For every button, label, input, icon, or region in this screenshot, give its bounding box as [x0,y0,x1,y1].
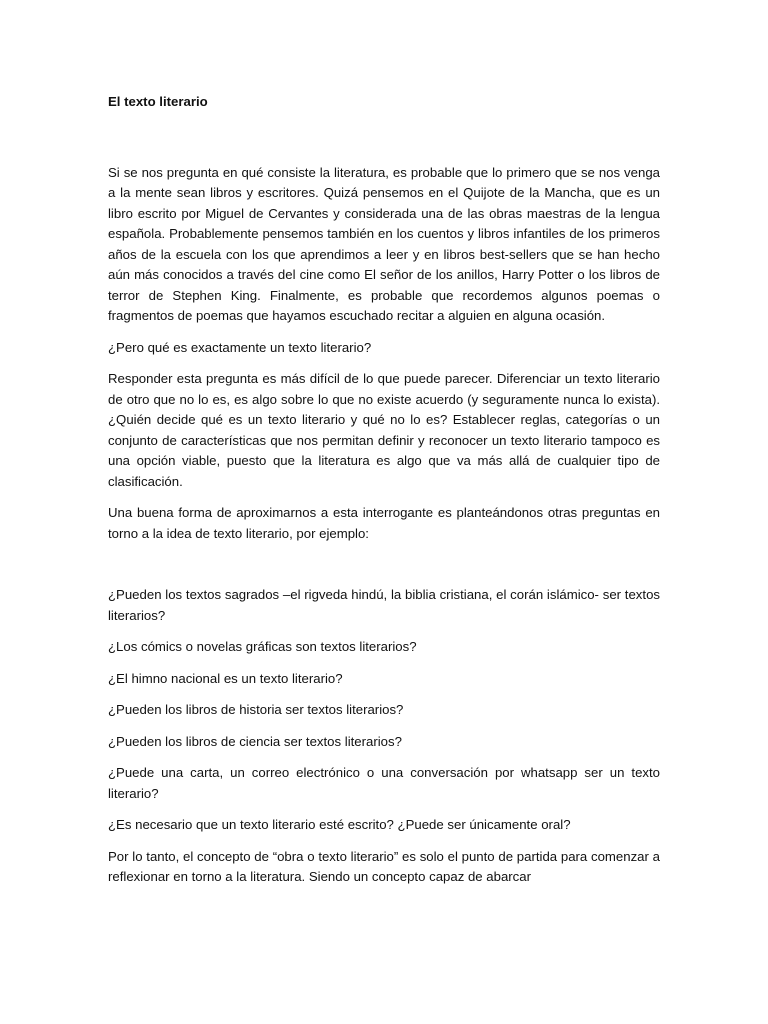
paragraph-intro: Si se nos pregunta en qué consiste la literatura, es probable que lo primero que se nos venga a la mente sean libros y escritores. Quizá pensemos en el Quijote de la Mancha, que es un libro escrito por Miguel de Cervantes y considerada una de las obras maestras de la lengua española. Probablemente pensemos también en los cuentos y libros infantiles de los primeros años de la escuela con los que aprendimos a leer y en libros best-sellers que se han hecho aún más conocidos a través del cine como El señor de los anillos, Harry Potter o los libros de terror de Stephen King. Finalmente, es probable que recordemos algunos poemas o fragmentos de poemas que hayamos escuchado recitar a alguien en alguna ocasión. [108,164,660,323]
paragraph-approach: Una buena forma de aproximarnos a esta interrogante es planteándonos otras preguntas en torno a la idea de texto literario, por ejemplo: [108,505,660,541]
document-page [108,92,660,899]
question-science-books: ¿Pueden los libros de ciencia ser textos literarios? [108,733,402,749]
question-comics: ¿Los cómics o novelas gráficas son textos literarios? [108,639,417,654]
question-anthem: ¿El himno nacional es un texto literario? [108,670,343,686]
question-history-books: ¿Pueden los libros de historia ser textos literarios? [108,702,404,717]
question-letter-email-chat: ¿Puede una carta, un correo electrónico o una conversación por whatsapp ser un texto literario? [108,765,660,801]
paragraph-closing: Por lo tanto, el concepto de “obra o texto literario” es solo el punto de partida para comenzar a reflexionar en torno a la literatura. Siendo un concepto capaz de abarcar [108,848,660,884]
document-title: El texto literario [108,94,208,109]
paragraph-question: ¿Pero qué es exactamente un texto literario? [108,339,372,355]
question-sacred-texts: ¿Pueden los textos sagrados –el rigveda hindú, la biblia cristiana, el corán islámico- ser textos literarios? [108,587,660,623]
paragraph-answer: Responder esta pregunta es más difícil de lo que puede parecer. Diferenciar un texto literario de otro que no lo es, es algo sobre lo que no existe acuerdo (y seguramente nunca lo exista). ¿Quién decide qué es un texto literario y qué no lo es? Establecer reglas, categorías o un conjunto de características que nos permitan definir y reconocer un texto literario tampoco es una opción viable, puesto que la literatura es algo que va más allá de cualquier tipo de clasificación. [108,371,660,489]
question-oral-text: ¿Es necesario que un texto literario esté escrito? ¿Puede ser únicamente oral? [108,817,571,832]
